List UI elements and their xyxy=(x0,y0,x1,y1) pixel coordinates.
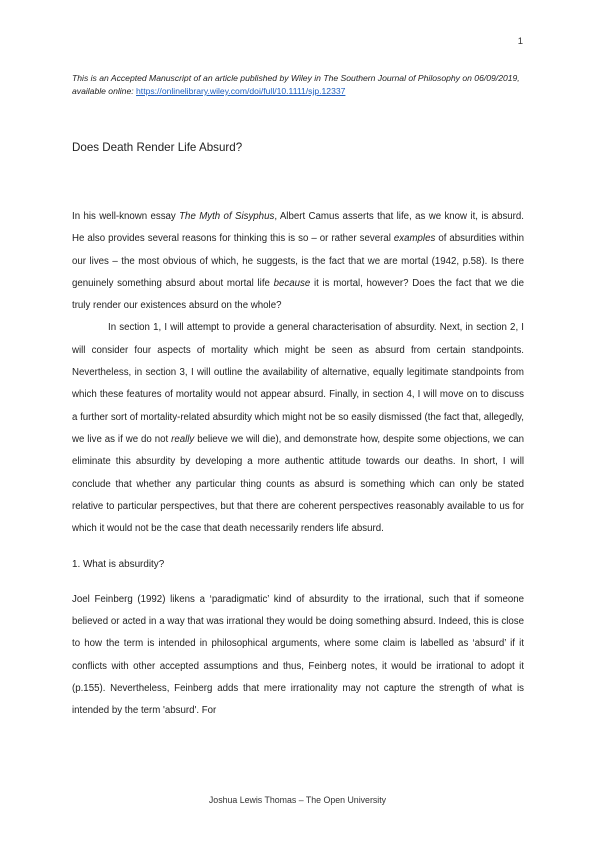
section-heading: 1. What is absurdity? xyxy=(72,559,165,571)
italic-word: because xyxy=(273,277,311,289)
page-number: 1 xyxy=(517,36,523,47)
text-span: of absurdities within our lives – the most obvious of which, he suggests, is the fact that we are mortal (1942, p.58). Is there genuinely something absurd about mortal life xyxy=(72,233,524,289)
paragraph-intro xyxy=(72,206,524,317)
page-title: Does Death Render Life Absurd? xyxy=(72,141,243,154)
text-span: In his well-known essay xyxy=(72,211,180,222)
notice-text: This is an Accepted Manuscript of an article published by Wiley in The Southern Journal of Philosophy on 06/09/2019, available online: xyxy=(72,73,520,96)
text-span: believe we will die), and demonstrate how, despite some objections, we can eliminate this absurdity by developing a more authentic attitude towards our deaths. In short, I will conclude that whether any particular thing counts as absurd is something which can only be stated relative to particular perspectives, but that there are coherent perspectives reasonably available to us for which it would not be the case that death necessarily renders life absurd. xyxy=(72,433,524,535)
page-footer: Joshua Lewis Thomas – The Open University xyxy=(208,795,387,805)
text-span: it is mortal, however? Does the fact that we die truly render our existences absurd on the whole? xyxy=(72,277,524,312)
text-span: , Albert Camus asserts that life, as we know it, is absurd. He also provides several reasons for thinking this is so – or rather several xyxy=(72,211,524,245)
article-body xyxy=(72,206,524,723)
text-span: In section 1, I will attempt to provide a general characterisation of absurdity. Next, in section 2, I will consider four aspects of mortality which might be seen as absurd from certain standpoints. Nevertheless, in section 3, I will outline the availability of alternative, equally legitimate standpoints from which these features of mortality would not appear absurd. Finally, in section 4, I will move on to discuss a further sort of mortality-related absurdity which might not be so easily dismissed (the fact that, allegedly, we live as if we do not xyxy=(72,322,524,445)
doi-link[interactable]: https://onlinelibrary.wiley.com/doi/full/10.1111/sjp.12337 xyxy=(136,86,346,96)
italic-title: The Myth of Sisyphus xyxy=(179,211,275,222)
italic-word: really xyxy=(171,433,195,445)
publication-notice xyxy=(72,72,527,98)
paragraph-section1: Joel Feinberg (1992) likens a ‘paradigmatic’ kind of absurdity to the irrational, such that if someone believed or acted in a way that was irrational they would be doing something absurd. Indeed, this is close to how the term is intended in philosophical arguments, where some claim is labelled as ‘absurd’ if it conflicts with other accepted assumptions and thus, Feinberg notes, it would be irrational to adopt it (p.155). Nevertheless, Feinberg adds that mere irrationality may not capture the strength of what is intended by the term 'absurd'. For xyxy=(72,593,524,717)
italic-word: examples xyxy=(393,233,436,245)
paragraph-outline xyxy=(72,317,524,540)
